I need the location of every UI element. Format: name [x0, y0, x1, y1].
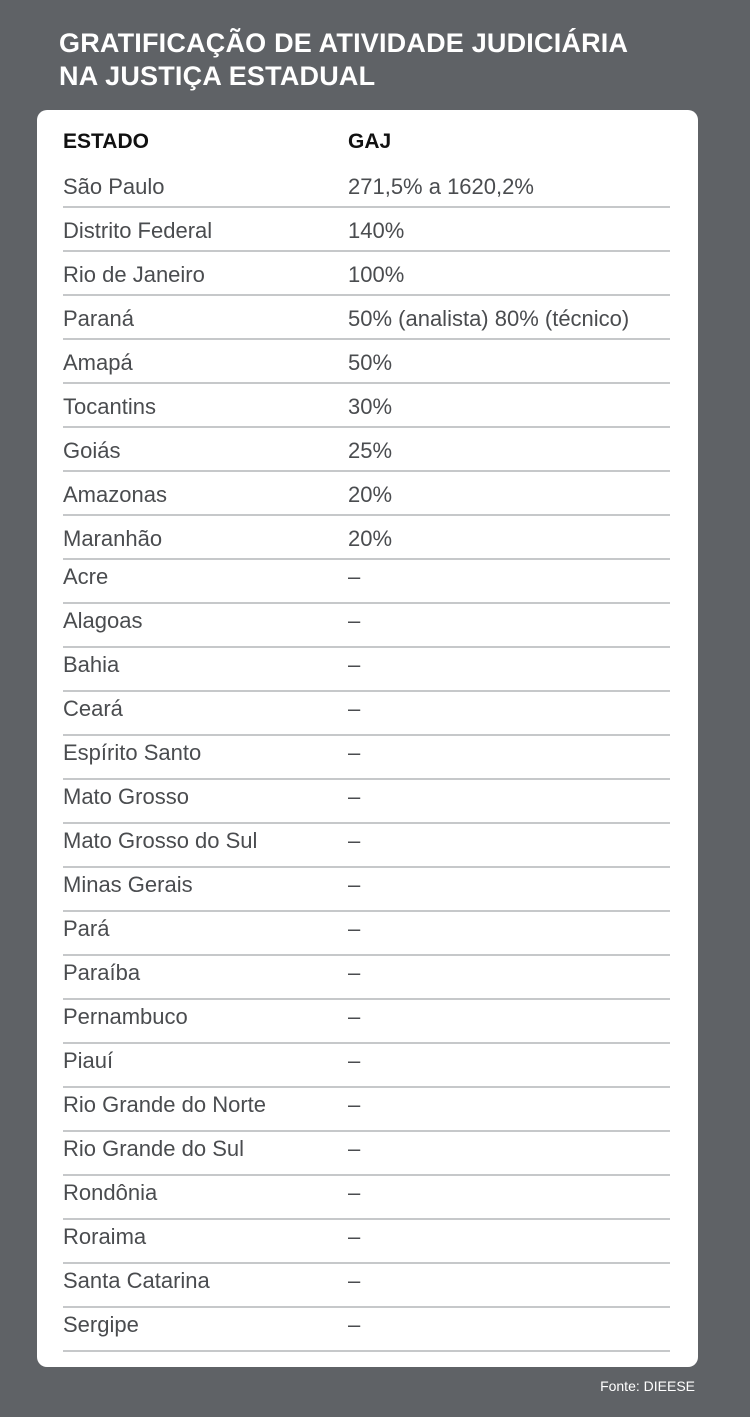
table-row [63, 340, 670, 384]
gaj-cell: 30% [348, 394, 393, 419]
estado-cell: Amazonas [63, 482, 167, 507]
table-row [63, 1308, 670, 1352]
table-row [63, 384, 670, 428]
estado-cell: Distrito Federal [63, 218, 213, 243]
gaj-cell: – [348, 1312, 361, 1337]
gaj-cell: – [348, 1136, 361, 1161]
table-row [63, 1176, 670, 1220]
table-row [63, 1000, 670, 1044]
table-row [63, 648, 670, 692]
estado-cell: Amapá [63, 350, 133, 375]
table-row [63, 736, 670, 780]
gaj-cell: – [348, 696, 361, 721]
estado-cell: Rondônia [63, 1180, 158, 1205]
estado-cell: Ceará [63, 696, 123, 721]
estado-cell: Alagoas [63, 608, 143, 633]
gaj-cell: – [348, 1092, 361, 1117]
gaj-cell: – [348, 1224, 361, 1249]
table-row [63, 296, 670, 340]
estado-cell: São Paulo [63, 174, 165, 199]
table-row [63, 692, 670, 736]
estado-cell: Pará [63, 916, 110, 941]
table-row [63, 252, 670, 296]
table-row [63, 208, 670, 252]
gaj-cell: – [348, 960, 361, 985]
table-row [63, 780, 670, 824]
gaj-cell: 100% [348, 262, 405, 287]
estado-cell: Mato Grosso [63, 784, 189, 809]
table-row [63, 428, 670, 472]
header-gaj: GAJ [348, 130, 392, 153]
gaj-cell: – [348, 740, 361, 765]
gaj-cell: 20% [348, 482, 393, 507]
gaj-cell: – [348, 1180, 361, 1205]
estado-cell: Paraná [63, 306, 134, 331]
estado-cell: Rio Grande do Norte [63, 1092, 266, 1117]
table-row [63, 1044, 670, 1088]
estado-cell: Minas Gerais [63, 872, 193, 897]
table-row [63, 1132, 670, 1176]
gaj-cell: – [348, 1004, 361, 1029]
gaj-cell: 25% [348, 438, 393, 463]
table-body [63, 164, 670, 1352]
table-row [63, 164, 670, 208]
title-line-2: NA JUSTIÇA ESTADUAL [59, 61, 376, 91]
table-row [63, 472, 670, 516]
gaj-cell: 20% [348, 526, 393, 551]
table-row [63, 868, 670, 912]
gaj-cell: – [348, 608, 361, 633]
estado-cell: Goiás [63, 438, 121, 463]
gaj-cell: – [348, 916, 361, 941]
gaj-cell: – [348, 872, 361, 897]
table-row [63, 1088, 670, 1132]
estado-cell: Mato Grosso do Sul [63, 828, 258, 853]
gaj-cell: 50% [348, 350, 393, 375]
gaj-cell: – [348, 784, 361, 809]
header-estado: ESTADO [63, 130, 149, 153]
gaj-cell: – [348, 1048, 361, 1073]
estado-cell: Roraima [63, 1224, 147, 1249]
gaj-cell: 140% [348, 218, 405, 243]
table-row [63, 824, 670, 868]
gaj-cell: 50% (analista) 80% (técnico) [348, 306, 630, 331]
gaj-cell: – [348, 564, 361, 589]
estado-cell: Bahia [63, 652, 120, 677]
estado-cell: Rio Grande do Sul [63, 1136, 244, 1161]
gaj-cell: – [348, 652, 361, 677]
gaj-table [63, 122, 670, 1352]
table-card [37, 110, 698, 1367]
table-row [63, 912, 670, 956]
table-row [63, 1220, 670, 1264]
table-row [63, 560, 670, 604]
estado-cell: Acre [63, 564, 109, 589]
source-note: Fonte: DIEESE [600, 1378, 695, 1394]
table-row [63, 604, 670, 648]
estado-cell: Sergipe [63, 1312, 139, 1337]
estado-cell: Piauí [63, 1048, 114, 1073]
page-title [59, 27, 719, 93]
estado-cell: Santa Catarina [63, 1268, 210, 1293]
estado-cell: Espírito Santo [63, 740, 202, 765]
table-row [63, 1264, 670, 1308]
table-header-row [63, 122, 670, 164]
title-line-1: GRATIFICAÇÃO DE ATIVIDADE JUDICIÁRIA [59, 28, 629, 58]
table-row [63, 516, 670, 560]
gaj-cell: – [348, 828, 361, 853]
estado-cell: Tocantins [63, 394, 156, 419]
gaj-cell: – [348, 1268, 361, 1293]
estado-cell: Pernambuco [63, 1004, 188, 1029]
estado-cell: Maranhão [63, 526, 163, 551]
estado-cell: Rio de Janeiro [63, 262, 205, 287]
estado-cell: Paraíba [63, 960, 141, 985]
gaj-cell: 271,5% a 1620,2% [348, 174, 534, 199]
table-row [63, 956, 670, 1000]
